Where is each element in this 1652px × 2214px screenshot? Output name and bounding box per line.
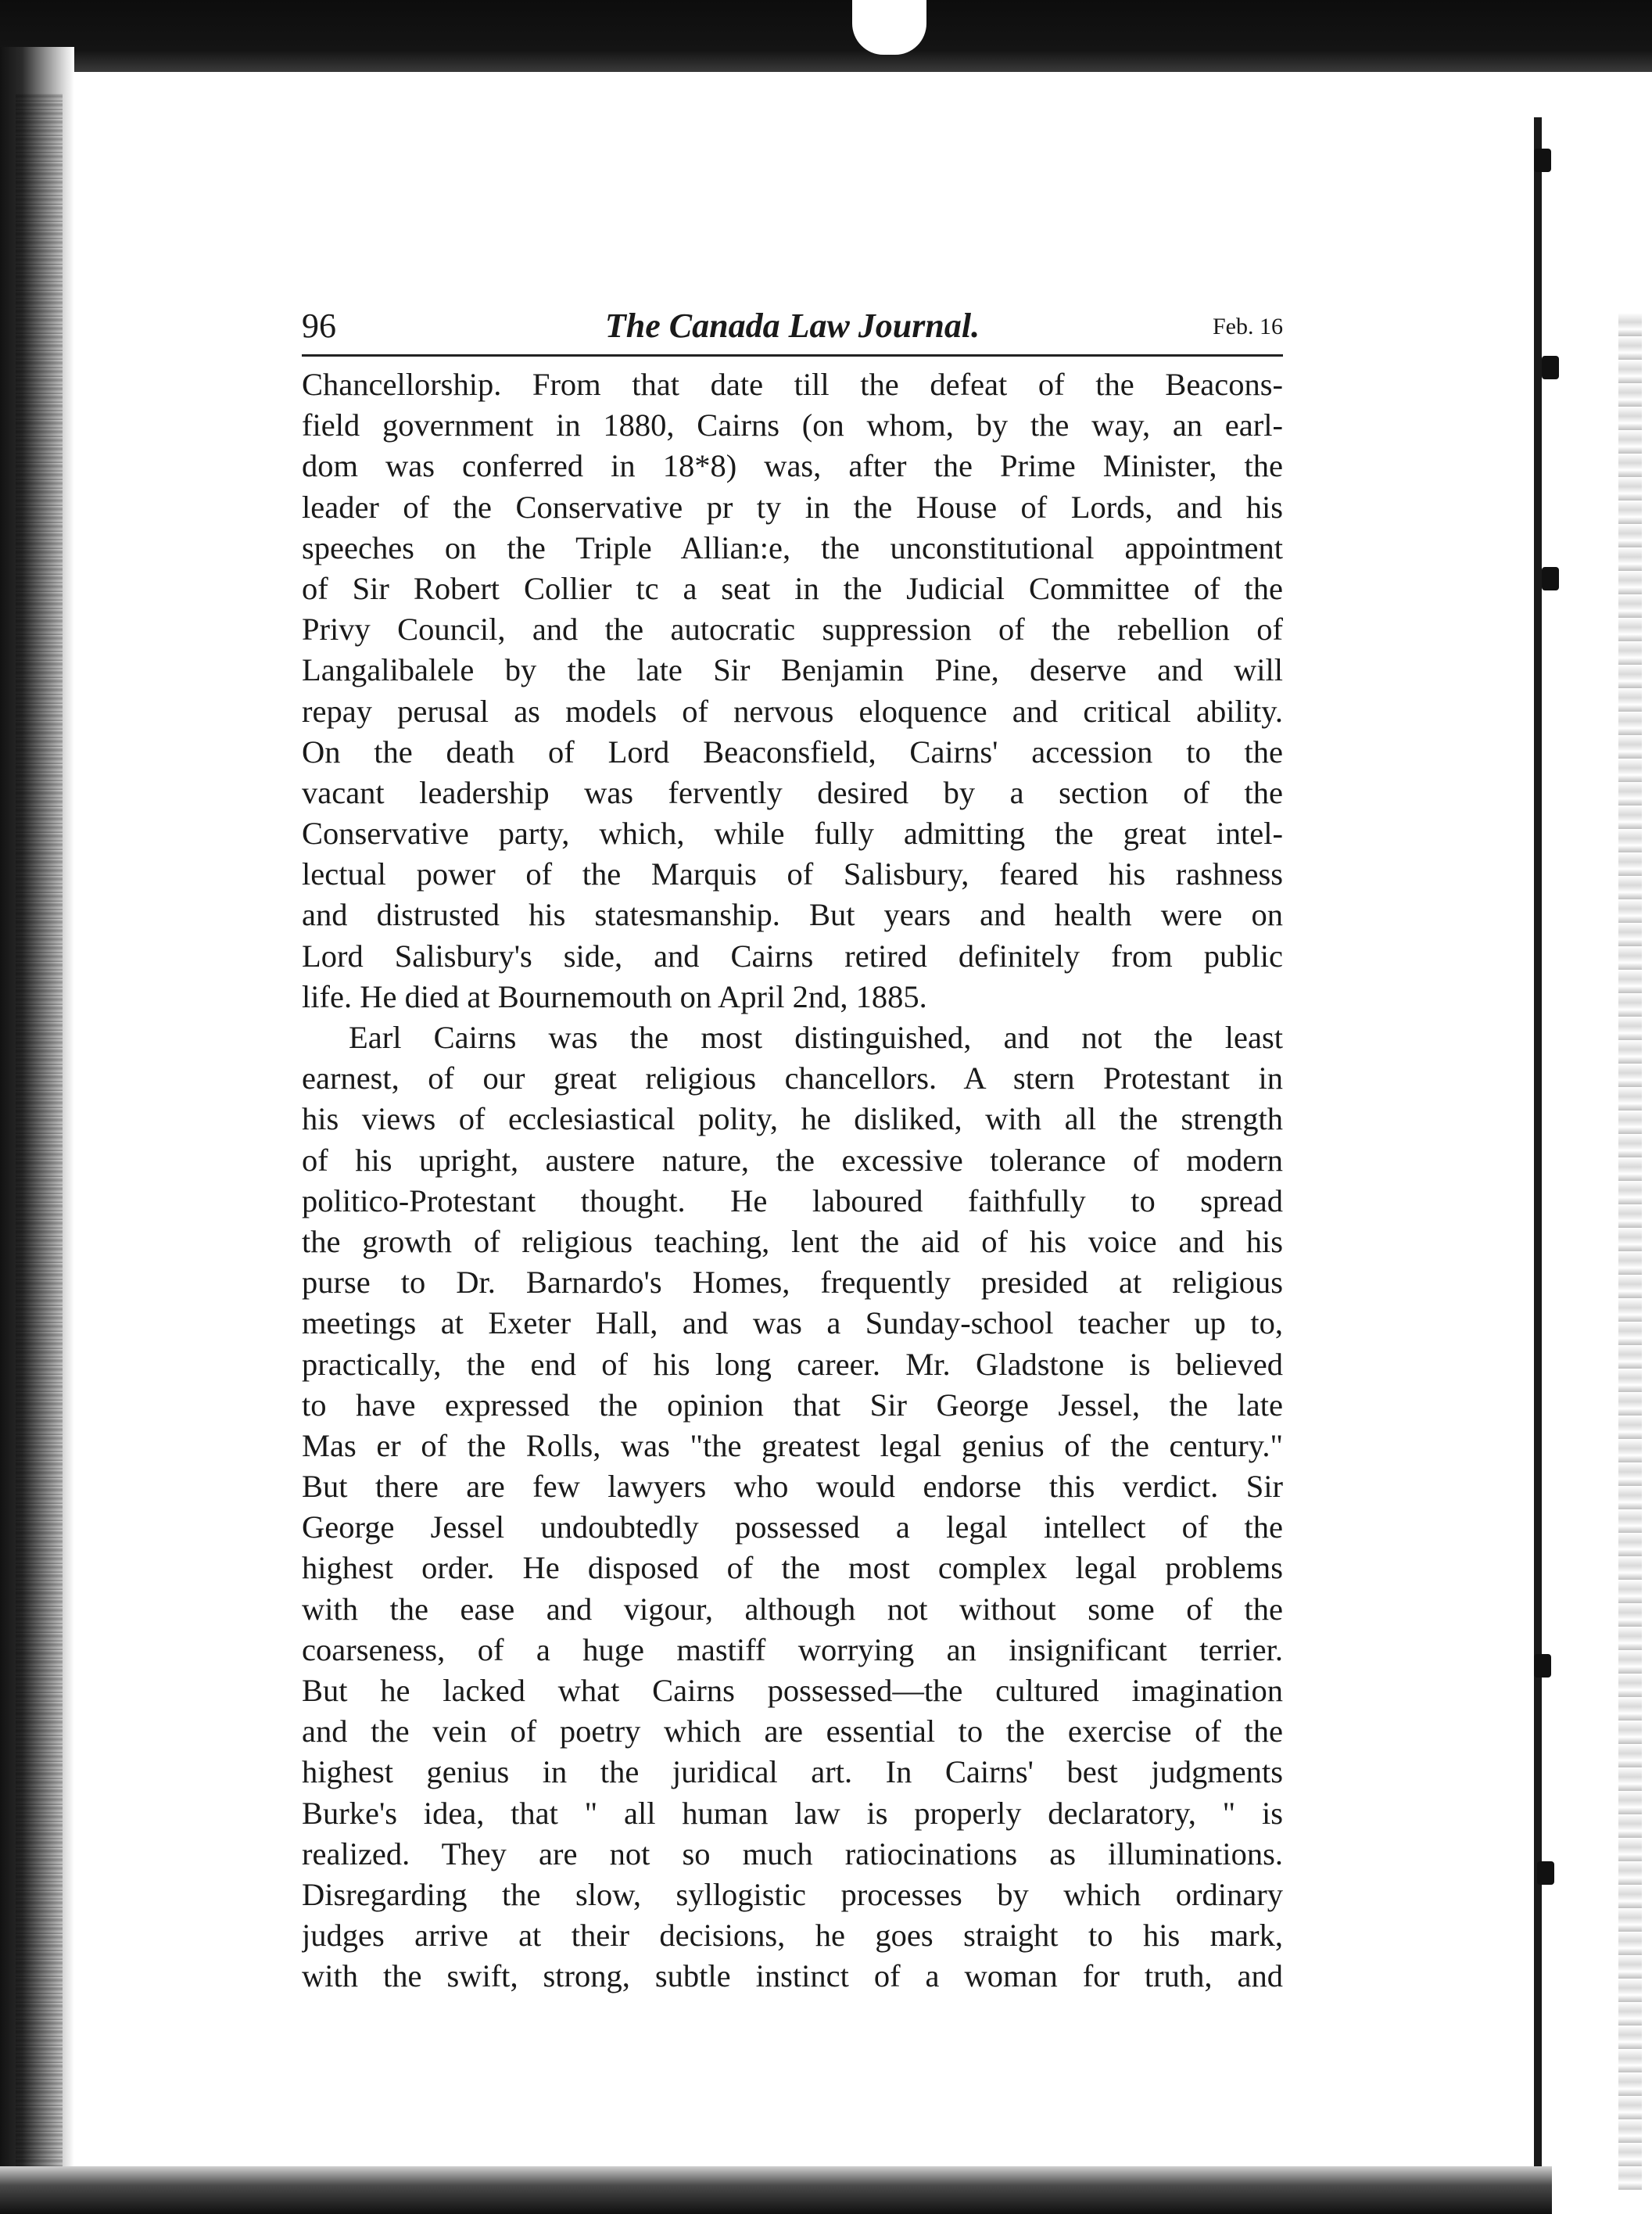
text-line: of his upright, austere nature, the excessive tolerance of modern (302, 1142, 1283, 1178)
scan-page-edge-right (1534, 117, 1542, 2166)
text-line: vacant leadership was fervently desired by a section of the (302, 774, 1283, 810)
text-line: But he lacked what Cairns possessed—the cultured imagination (302, 1673, 1283, 1708)
text-line: Privy Council, and the autocratic suppression of the rebellion of (302, 612, 1283, 648)
text-line: Mas er of the Rolls, was "the greatest legal genius of the century." (302, 1427, 1283, 1463)
header-date: Feb. 16 (1213, 314, 1283, 339)
scan-speck (1542, 356, 1559, 379)
text-line: realized. They are not so much ratiocinations as illuminations. (302, 1835, 1283, 1871)
text-line: his views of ecclesiastical polity, he disliked, with all the strength (302, 1101, 1283, 1137)
text-line: highest order. He disposed of the most complex legal problems (302, 1550, 1283, 1586)
text-line: Langalibalele by the late Sir Benjamin Pine, deserve and will (302, 652, 1283, 688)
text-line: coarseness, of a huge mastiff worrying an insignificant terrier. (302, 1631, 1283, 1667)
text-line: field government in 1880, Cairns (on whom, by the way, an earl- (302, 407, 1283, 443)
journal-title: The Canada Law Journal. (604, 307, 980, 345)
text-line: Conservative party, which, while fully admitting the great intel- (302, 816, 1283, 852)
page-header (302, 301, 1283, 356)
text-line: practically, the end of his long career. Mr. Gladstone is believed (302, 1346, 1283, 1382)
text-line: and distrusted his statesmanship. But years and health were on (302, 897, 1283, 933)
text-line: lectual power of the Marquis of Salisbury, feared his rashness (302, 856, 1283, 892)
article-body (302, 364, 1283, 1997)
text-line: with the ease and vigour, although not without some of the (302, 1591, 1283, 1627)
text-line: life. He died at Bournemouth on April 2nd, 1885. (302, 978, 927, 1014)
text-line: to have expressed the opinion that Sir George Jessel, the late (302, 1387, 1283, 1423)
text-line: George Jessel undoubtedly possessed a legal intellect of the (302, 1509, 1283, 1545)
text-line: leader of the Conservative pr ty in the House of Lords, and his (302, 489, 1283, 525)
scan-tear (852, 0, 926, 55)
text-line: Disregarding the slow, syllogistic processes by which ordinary (302, 1876, 1283, 1912)
text-line: meetings at Exeter Hall, and was a Sunday-school teacher up to, (302, 1305, 1283, 1341)
text-line: repay perusal as models of nervous eloquence and critical ability. (302, 693, 1283, 729)
text-line: of Sir Robert Collier tc a seat in the Judicial Committee of the (302, 570, 1283, 606)
text-line: Lord Salisbury's side, and Cairns retired definitely from public (302, 938, 1283, 974)
scan-border-right (1618, 313, 1642, 2190)
text-line: and the vein of poetry which are essential to the exercise of the (302, 1713, 1283, 1749)
text-line: judges arrive at their decisions, he goes straight to his mark, (302, 1918, 1283, 1954)
text-line: On the death of Lord Beaconsfield, Cairns' accession to the (302, 734, 1283, 770)
text-line: speeches on the Triple Allian:e, the unconstitutional appointment (302, 529, 1283, 565)
scan-speck (1537, 1861, 1554, 1885)
text-line: the growth of religious teaching, lent the aid of his voice and his (302, 1223, 1283, 1259)
scan-speck (1542, 567, 1559, 590)
page-number: 96 (302, 307, 336, 345)
scan-binding-texture (16, 94, 63, 2166)
scan-border-bottom (0, 2166, 1652, 2214)
text-line: purse to Dr. Barnardo's Homes, frequently presided at religious (302, 1265, 1283, 1301)
text-line: Burke's idea, that " all human law is properly declaratory, " is (302, 1795, 1283, 1831)
text-line: highest genius in the juridical art. In Cairns' best judgments (302, 1754, 1283, 1790)
text-line: But there are few lawyers who would endorse this verdict. Sir (302, 1469, 1283, 1505)
scan-speck (1534, 149, 1551, 172)
text-line: Earl Cairns was the most distinguished, and not the least (349, 1020, 1283, 1055)
scan-speck (1534, 1654, 1551, 1678)
text-line: politico-Protestant thought. He laboured faithfully to spread (302, 1182, 1283, 1218)
text-line: Chancellorship. From that date till the defeat of the Beacons- (302, 367, 1283, 402)
header-rule (302, 354, 1283, 357)
text-line: dom was conferred in 18*8) was, after the Prime Minister, the (302, 448, 1283, 484)
text-line: earnest, of our great religious chancellors. A stern Protestant in (302, 1060, 1283, 1096)
text-line: with the swift, strong, subtle instinct of a woman for truth, and (302, 1958, 1283, 1994)
scan-border-top (0, 0, 1652, 72)
